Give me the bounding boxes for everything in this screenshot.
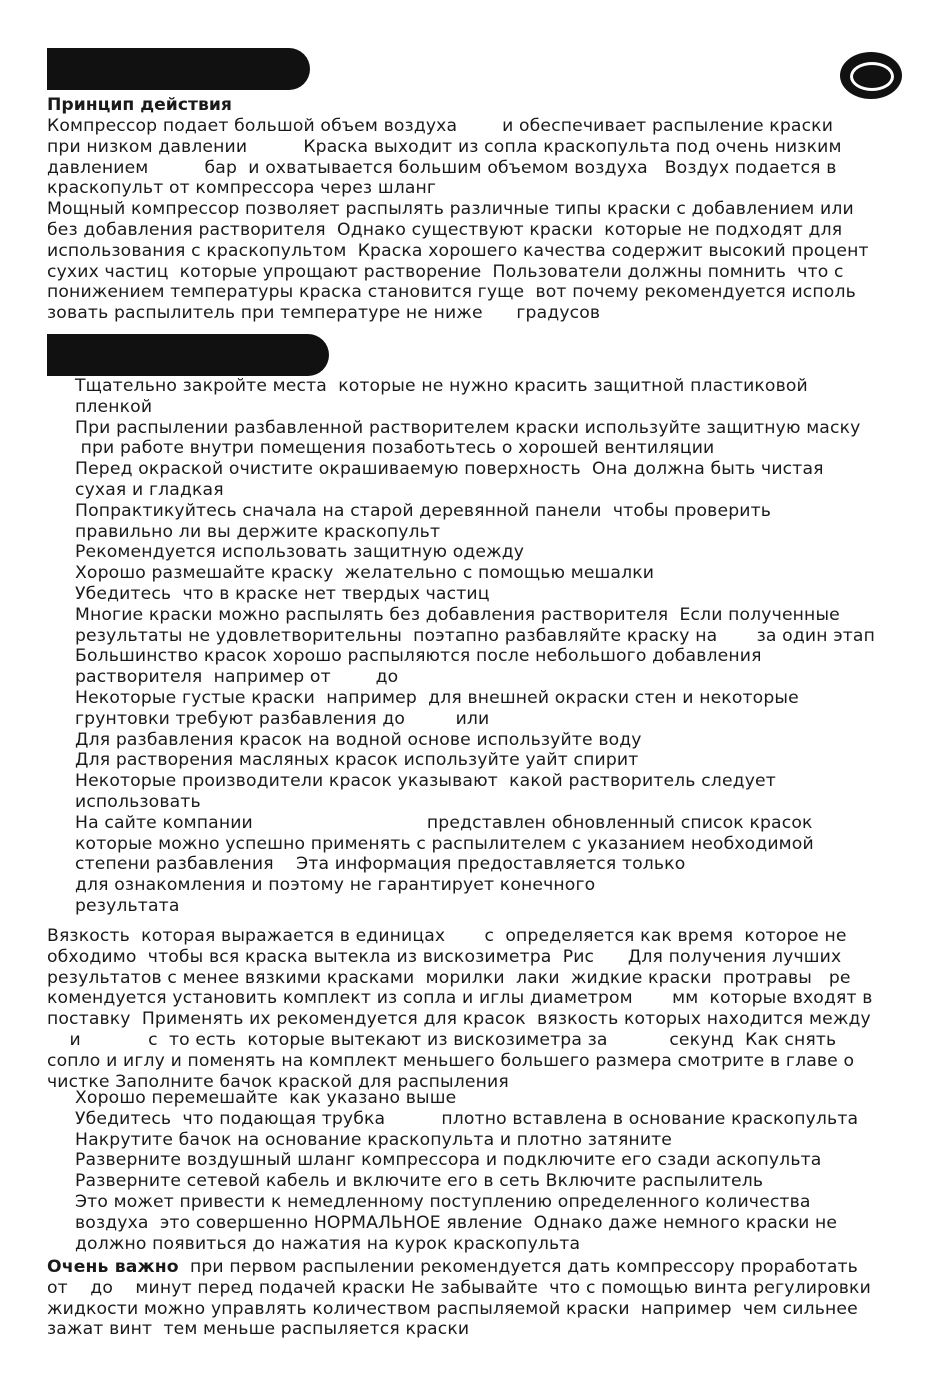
filling-step-line: Это может привести к немедленному поступлению определенного количества	[75, 1191, 811, 1212]
preparation-item-line: Хорошо размешайте краску желательно с помощью мешалки	[75, 563, 655, 584]
preparation-item-line: пленкой	[75, 396, 153, 417]
viscosity-text-line: и с то есть которые вытекают из вискозиметра за секунд Как снять	[47, 1029, 837, 1050]
viscosity-text-line: поставку Применять их рекомендуется для красок вязкость которых находится между	[47, 1009, 871, 1030]
filling-step-line: Разверните воздушный шланг компрессора и подключите его сзади аскопульта	[75, 1150, 822, 1171]
important-note-first-line	[47, 1257, 871, 1278]
preparation-item-line: степени разбавления Эта информация предоставляется только	[75, 854, 686, 875]
preparation-item-line: результаты не удовлетворительны поэтапно разбавляйте краску на за один этап	[75, 625, 876, 646]
preparation-item-line: правильно ли вы держите краскопульт	[75, 521, 441, 542]
important-note-first-line-text: при первом распылении рекомендуется дать компрессору проработать	[178, 1257, 858, 1277]
viscosity-text-line: Вязкость которая выражается в единицах с определяется как время которое не	[47, 926, 847, 946]
section-title-principle: Принцип действия	[47, 95, 232, 115]
preparation-item-line: Рекомендуется использовать защитную одежду	[75, 542, 525, 563]
section-header-bar-1	[47, 48, 310, 90]
filling-steps-list	[75, 1088, 858, 1254]
filling-step-line: Хорошо перемешайте как указано выше	[75, 1088, 457, 1108]
preparation-item-line: Тщательно закройте места которые не нужно красить защитной пластиковой	[75, 376, 808, 396]
preparation-item-line: использовать	[75, 791, 201, 812]
principle-text-line: Компрессор подает большой объем воздуха и обеспечивает распыление краски	[47, 116, 834, 136]
preparation-item-line: На сайте компании представлен обновленный список красок	[75, 812, 813, 833]
viscosity-text-line: результатов с менее вязкими красками морилки лаки жидкие краски протравы ре	[47, 967, 851, 988]
preparation-item-line: Попрактикуйтесь сначала на старой деревянной панели чтобы проверить	[75, 500, 772, 521]
viscosity-text-line: сопло и иглу и поменять на комплект меньшего большего размера смотрите в главе о	[47, 1050, 855, 1071]
preparation-item-line: Некоторые густые краски например для внешней окраски стен и некоторые	[75, 687, 799, 708]
viscosity-text-line: обходимо чтобы вся краска вытекла из вискозиметра Рис Для получения лучших	[47, 946, 842, 967]
viscosity-text-line: чистке Заполните бачок краской для распыления	[47, 1071, 509, 1092]
viscosity-paragraph	[47, 926, 873, 1092]
filling-step-line: воздуха это совершенно НОРМАЛЬНОЕ явление Однако даже немного краски не	[75, 1212, 838, 1233]
principle-text-line: без добавления растворителя Однако существуют краски которые не подходят для	[47, 219, 843, 240]
preparation-item-line: При распылении разбавленной растворителем краски используйте защитную маску	[75, 417, 861, 438]
filling-step-line: Разверните сетевой кабель и включите его в сеть Включите распылитель	[75, 1171, 764, 1192]
principle-text-line: краскопульт от компрессора через шланг	[47, 178, 437, 199]
important-note-text-line: зажат винт тем меньше распыляется краски	[47, 1319, 470, 1340]
preparation-item-line: сухая и гладкая	[75, 479, 224, 500]
preparation-item-line: Большинство красок хорошо распыляются после небольшого добавления	[75, 646, 762, 667]
preparation-item-line: при работе внутри помещения позаботьтесь о хорошей вентиляции	[75, 438, 715, 459]
principle-text-line: сухих частиц которые упрощают растворение Пользователи должны помнить что с	[47, 261, 844, 282]
preparation-item-line: результата	[75, 895, 180, 916]
principle-text-line: Мощный компрессор позволяет распылять различные типы краски с добавлением или	[47, 199, 854, 220]
preparation-item-line: Многие краски можно распылять без добавления растворителя Если полученные	[75, 604, 840, 625]
important-note-text-line: от до минут перед подачей краски Не забывайте что с помощью винта регулировки	[47, 1277, 871, 1298]
preparation-item-line: Перед окраской очистите окрашиваемую поверхность Она должна быть чистая	[75, 459, 824, 480]
important-note-lead: Очень важно	[47, 1257, 179, 1277]
preparation-list	[75, 376, 875, 917]
preparation-item-line: Некоторые производители красок указывают какой растворитель следует	[75, 771, 776, 792]
principle-text-line: при низком давлении Краска выходит из сопла краскопульта под очень низким	[47, 136, 842, 157]
principle-text-line: зовать распылитель при температуре не ниже градусов	[47, 303, 601, 324]
preparation-item-line: растворителя например от до	[75, 667, 399, 688]
important-note	[47, 1257, 871, 1340]
preparation-item-line: Для разбавления красок на водной основе используйте воду	[75, 729, 642, 750]
section-header-bar-2	[47, 334, 329, 376]
important-note-text-line: жидкости можно управлять количеством распыляемой краски например чем сильнее	[47, 1298, 858, 1319]
preparation-item-line: для ознакомления и поэтому не гарантирует конечного	[75, 875, 596, 896]
principle-text-line: использования с краскопультом Краска хорошего качества содержит высокий процент	[47, 240, 869, 261]
principle-text-line: понижением температуры краска становится гуще вот почему рекомендуется исполь	[47, 282, 856, 303]
filling-step-line: Накрутите бачок на основание краскопульта и плотно затяните	[75, 1129, 673, 1150]
preparation-item-line: которые можно успешно применять с распылителем с указанием необходимой	[75, 833, 814, 854]
principle-text-line: давлением бар и охватывается большим объемом воздуха Воздух подается в	[47, 157, 837, 178]
viscosity-text-line: комендуется установить комплект из сопла и иглы диаметром мм которые входят в	[47, 988, 873, 1009]
principle-paragraph	[47, 116, 869, 324]
filling-step-line: Убедитесь что подающая трубка плотно вставлена в основание краскопульта	[75, 1108, 859, 1129]
preparation-item-line: Для растворения масляных красок используйте уайт спирит	[75, 750, 639, 771]
preparation-item-line: Убедитесь что в краске нет твердых частиц	[75, 583, 490, 604]
filling-step-line: должно появиться до нажатия на курок краскопульта	[75, 1233, 581, 1254]
language-badge-ring	[850, 62, 894, 91]
preparation-item-line: грунтовки требуют разбавления до или	[75, 708, 490, 729]
